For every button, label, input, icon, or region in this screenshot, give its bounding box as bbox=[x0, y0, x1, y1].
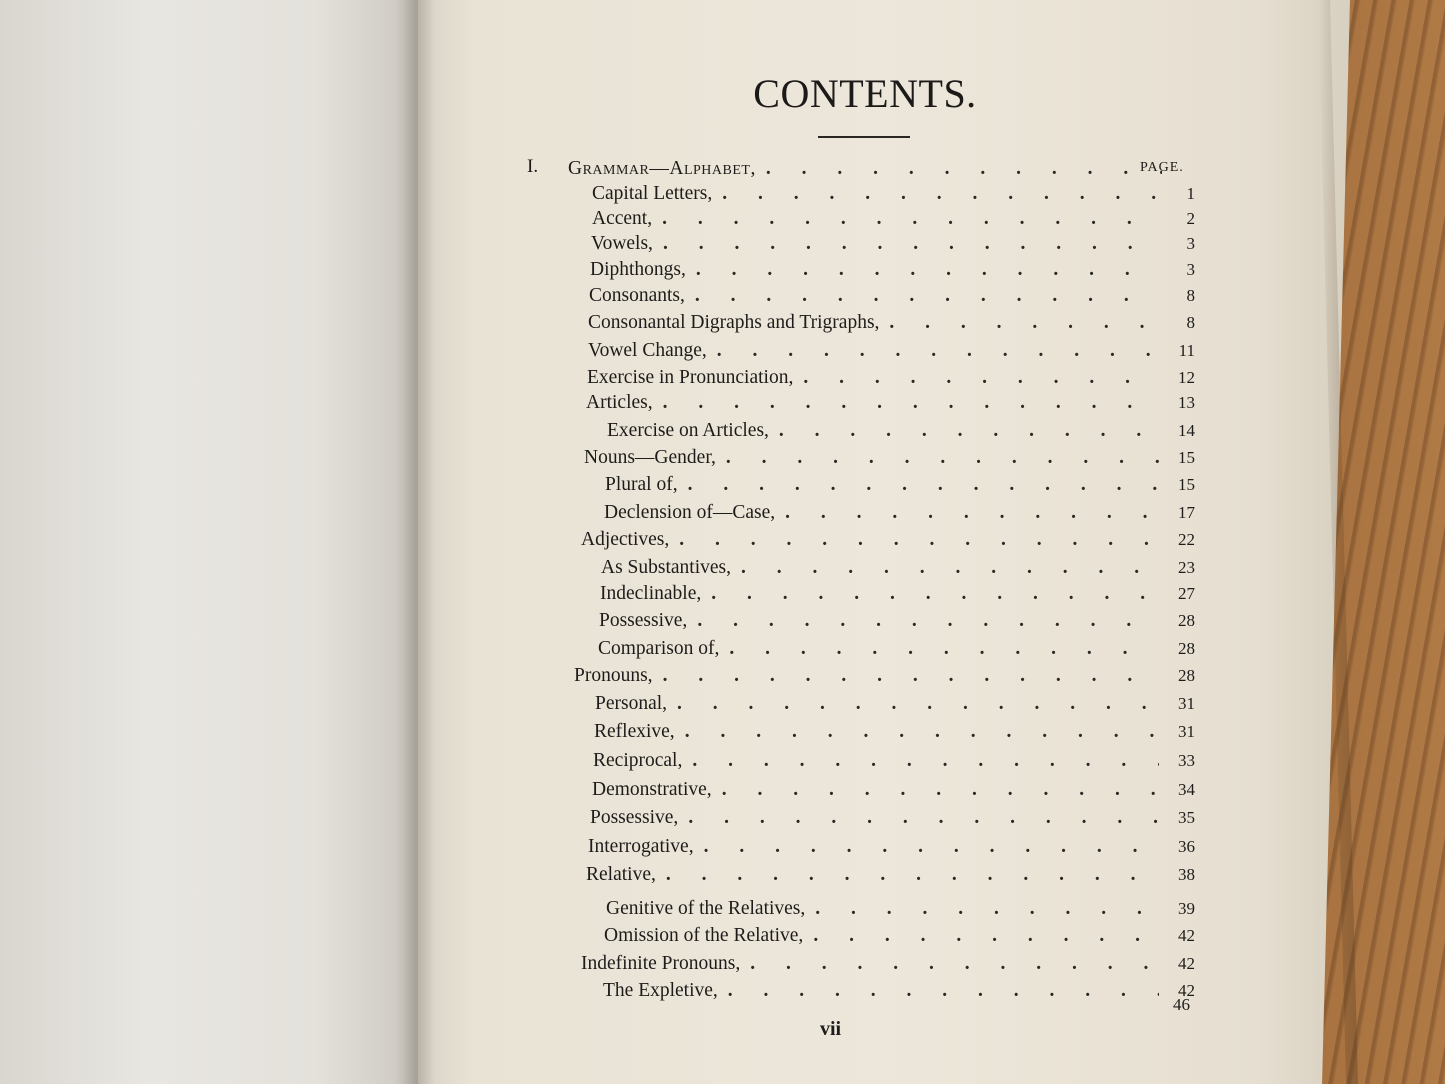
toc-entry-label: Diphthongs, bbox=[590, 259, 686, 280]
dot-leader bbox=[692, 750, 1159, 772]
toc-entry bbox=[598, 638, 1195, 666]
dot-leader bbox=[688, 474, 1159, 496]
toc-entry-label: The Expletive, bbox=[603, 980, 718, 1001]
toc-entry-page: 46 bbox=[1173, 995, 1190, 1014]
toc-entry-label: Capital Letters, bbox=[592, 183, 713, 204]
toc-entry-label: Reflexive, bbox=[594, 721, 675, 742]
toc-entry-page: 3 bbox=[1186, 260, 1195, 279]
dot-leader bbox=[685, 721, 1159, 743]
page-column-heading: PAGE. bbox=[1140, 160, 1184, 175]
toc-entry-label: Adjectives, bbox=[581, 529, 670, 550]
toc-entry-label: Plural of, bbox=[605, 474, 678, 495]
toc-entry bbox=[595, 693, 1195, 721]
toc-entry bbox=[599, 610, 1195, 638]
toc-entry bbox=[604, 502, 1195, 530]
toc-entry bbox=[606, 898, 1195, 926]
toc-entry-page: 31 bbox=[1178, 722, 1195, 741]
toc-entry-page: 35 bbox=[1178, 808, 1195, 827]
toc-entry bbox=[586, 864, 1195, 892]
toc-entry-label: Exercise on Articles, bbox=[607, 420, 769, 441]
toc-entry bbox=[588, 312, 1195, 340]
toc-entry-label: Possessive, bbox=[590, 807, 679, 828]
toc-entry-label: Possessive, bbox=[599, 610, 688, 631]
toc-entry-label: Comparison of, bbox=[598, 638, 720, 659]
toc-entry-label: Personal, bbox=[595, 693, 668, 714]
toc-entry-page: 22 bbox=[1178, 530, 1195, 549]
toc-entry-page: 17 bbox=[1178, 503, 1195, 522]
toc-entry bbox=[581, 529, 1195, 557]
toc-entry-page: 27 bbox=[1178, 584, 1195, 603]
toc-entry bbox=[592, 183, 1195, 211]
section-number: I. bbox=[527, 156, 539, 177]
dot-leader bbox=[726, 447, 1159, 469]
page-folio: vii bbox=[820, 1018, 842, 1040]
dot-leader bbox=[688, 807, 1159, 829]
toc-entry bbox=[607, 420, 1195, 448]
toc-entry bbox=[600, 583, 1195, 611]
toc-entry bbox=[591, 233, 1195, 261]
toc-entry-label: Consonantal Digraphs and Trigraphs, bbox=[588, 312, 880, 333]
dot-leader bbox=[779, 420, 1159, 442]
toc-entry-page: 3 bbox=[1186, 234, 1195, 253]
toc-entry-page: 42 bbox=[1178, 954, 1195, 973]
toc-entry bbox=[588, 836, 1195, 864]
dot-leader bbox=[803, 367, 1159, 389]
toc-entry-page: 39 bbox=[1178, 899, 1195, 918]
toc-entry-page: 23 bbox=[1178, 558, 1195, 577]
toc-entry-label: Declension of—Case, bbox=[604, 502, 776, 523]
dot-leader bbox=[677, 693, 1159, 715]
toc-entry bbox=[605, 474, 1195, 502]
dot-leader bbox=[741, 557, 1159, 579]
toc-entry-page: 42 bbox=[1178, 926, 1195, 945]
toc-entry-label: Indeclinable, bbox=[600, 583, 702, 604]
toc-entry-page: 2 bbox=[1186, 209, 1195, 228]
dot-leader bbox=[766, 158, 1162, 180]
toc-entry-label: Reciprocal, bbox=[593, 750, 683, 771]
dot-leader bbox=[813, 925, 1159, 947]
dot-leader bbox=[696, 259, 1159, 281]
toc-entry-label: Accent, bbox=[592, 208, 653, 229]
toc-entry bbox=[604, 925, 1195, 953]
dot-leader bbox=[679, 529, 1159, 551]
toc-entry bbox=[1160, 995, 1200, 1023]
toc-entry-page: 38 bbox=[1178, 865, 1195, 884]
toc-entry-label: Vowels, bbox=[591, 233, 653, 254]
dot-leader bbox=[663, 392, 1159, 414]
toc-entry bbox=[603, 980, 1195, 1008]
toc-entry-page: 1 bbox=[1186, 184, 1195, 203]
toc-entry bbox=[588, 340, 1195, 368]
toc-entry-page: 15 bbox=[1178, 475, 1195, 494]
toc-entry-page: 34 bbox=[1178, 780, 1195, 799]
toc-entry bbox=[587, 367, 1195, 395]
toc-entry bbox=[581, 953, 1195, 981]
toc-entry-label: Omission of the Relative, bbox=[604, 925, 804, 946]
toc-entry bbox=[590, 807, 1195, 835]
toc-entry-label: Grammar—Alphabet, bbox=[568, 158, 756, 179]
toc-entry-label: As Substantives, bbox=[601, 557, 732, 578]
toc-entry-label: Pronouns, bbox=[574, 665, 653, 686]
dot-leader bbox=[711, 583, 1159, 605]
dot-leader bbox=[728, 980, 1159, 1002]
dot-leader bbox=[695, 285, 1159, 307]
toc-entry-page: 42 bbox=[1178, 981, 1195, 1000]
page-title: CONTENTS. bbox=[753, 71, 977, 116]
toc-entry-page: 13 bbox=[1178, 393, 1195, 412]
toc-entry bbox=[568, 158, 1168, 186]
toc-entry bbox=[594, 721, 1195, 749]
toc-entry bbox=[593, 750, 1195, 778]
toc-entry-page: 31 bbox=[1178, 694, 1195, 713]
toc-entry-page: 14 bbox=[1178, 421, 1195, 440]
dot-leader bbox=[815, 898, 1159, 920]
toc-entry-label: Genitive of the Relatives, bbox=[606, 898, 806, 919]
toc-entry-page: 36 bbox=[1178, 837, 1195, 856]
dot-leader bbox=[889, 312, 1159, 334]
dot-leader bbox=[697, 610, 1159, 632]
toc-entry bbox=[592, 779, 1195, 807]
dot-leader bbox=[704, 836, 1159, 858]
toc-entry-label: Vowel Change, bbox=[588, 340, 707, 361]
toc-entry bbox=[584, 447, 1195, 475]
dot-leader bbox=[729, 638, 1159, 660]
toc-entry-label: Consonants, bbox=[589, 285, 685, 306]
toc-entry-label: Relative, bbox=[586, 864, 656, 885]
dot-leader bbox=[717, 340, 1159, 362]
toc-entry-page: 28 bbox=[1178, 666, 1195, 685]
dot-leader bbox=[722, 183, 1159, 205]
toc-entry-label: Articles, bbox=[586, 392, 653, 413]
toc-entry-page: 28 bbox=[1178, 639, 1195, 658]
toc-entry bbox=[592, 208, 1195, 236]
toc-entry-label: Interrogative, bbox=[588, 836, 694, 857]
toc-entry-label: Exercise in Pronunciation, bbox=[587, 367, 794, 388]
toc-entry bbox=[601, 557, 1195, 585]
toc-entry bbox=[589, 285, 1195, 313]
dot-leader bbox=[663, 233, 1159, 255]
toc-entry-label: Nouns—Gender, bbox=[584, 447, 716, 468]
toc-entry bbox=[586, 392, 1195, 420]
toc-entry-page: 15 bbox=[1178, 448, 1195, 467]
toc-entry-page: 28 bbox=[1178, 611, 1195, 630]
toc-entry-page: 33 bbox=[1178, 751, 1195, 770]
dot-leader bbox=[662, 208, 1159, 230]
toc-entry bbox=[590, 259, 1195, 287]
toc-entry bbox=[574, 665, 1195, 693]
dot-leader bbox=[666, 864, 1159, 886]
dot-leader bbox=[663, 665, 1159, 687]
dot-leader bbox=[750, 953, 1159, 975]
toc-entry-page: 8 bbox=[1186, 313, 1195, 332]
toc-entry-page: 11 bbox=[1178, 341, 1195, 360]
dot-leader bbox=[722, 779, 1159, 801]
toc-entry-label: Demonstrative, bbox=[592, 779, 712, 800]
toc-entry-label: Indefinite Pronouns, bbox=[581, 953, 741, 974]
dot-leader bbox=[785, 502, 1159, 524]
toc-entry-page: 8 bbox=[1186, 286, 1195, 305]
toc-entry-page: 12 bbox=[1178, 368, 1195, 387]
